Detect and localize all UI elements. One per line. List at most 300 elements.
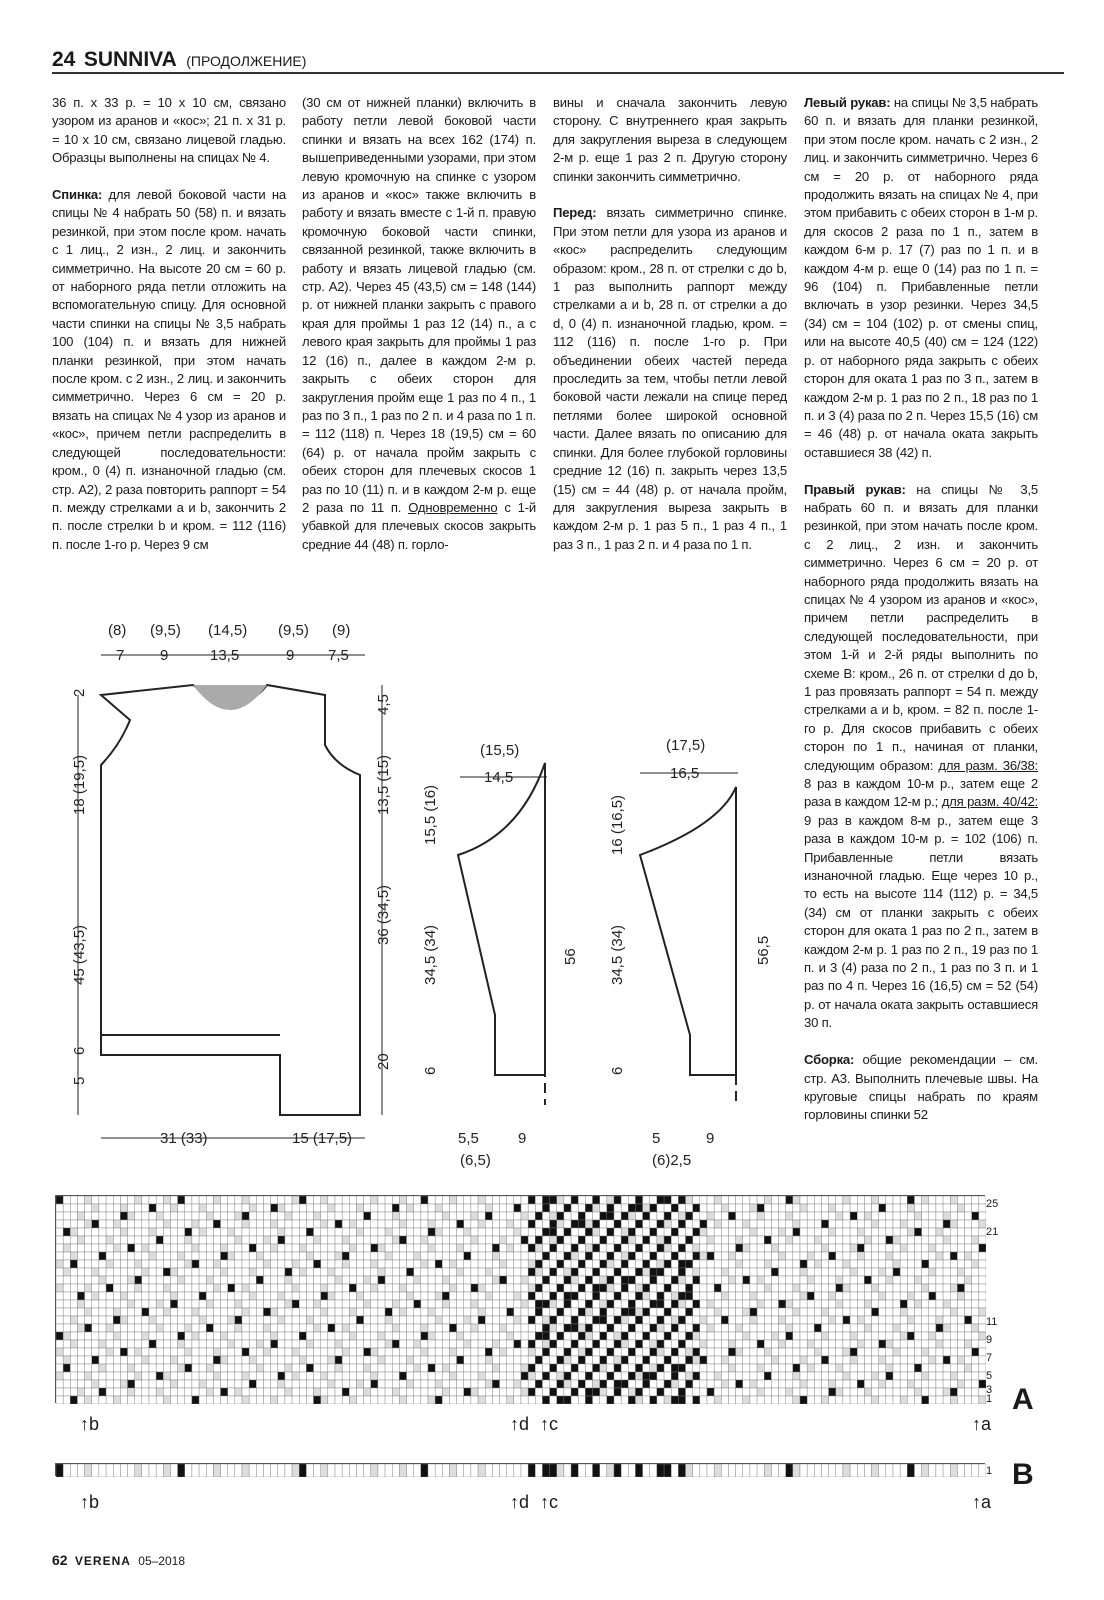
- chart-cell: [364, 1388, 371, 1396]
- chart-cell: [507, 1196, 514, 1204]
- chart-cell: [936, 1388, 943, 1396]
- chart-cell: [63, 1332, 70, 1340]
- chart-cell: [142, 1260, 149, 1268]
- chart-cell: [285, 1316, 292, 1324]
- chart-cell: [235, 1204, 242, 1212]
- chart-cell: [178, 1388, 185, 1396]
- chart-cell: [593, 1348, 600, 1356]
- chart-cell: [542, 1308, 549, 1316]
- chart-cell: [635, 1308, 642, 1316]
- chart-cell: [836, 1308, 843, 1316]
- chart-cell: [693, 1388, 700, 1396]
- chart-cell: [786, 1380, 793, 1388]
- chart-cell: [793, 1236, 800, 1244]
- chart-cell: [743, 1348, 750, 1356]
- chart-cell: [120, 1228, 127, 1236]
- chart-cell: [185, 1356, 192, 1364]
- chart-cell: [943, 1464, 950, 1477]
- chart-cell: [764, 1388, 771, 1396]
- chart-cell: [378, 1308, 385, 1316]
- chart-cell: [170, 1268, 177, 1276]
- chart-cell: [392, 1228, 399, 1236]
- chart-cell: [600, 1204, 607, 1212]
- chart-cell: [70, 1252, 77, 1260]
- chart-cell: [879, 1372, 886, 1380]
- chart-cell: [256, 1380, 263, 1388]
- chart-cell: [693, 1356, 700, 1364]
- chart-cell: [707, 1292, 714, 1300]
- chart-cell: [650, 1380, 657, 1388]
- chart-cell: [914, 1260, 921, 1268]
- chart-cell: [764, 1332, 771, 1340]
- chart-cell: [521, 1276, 528, 1284]
- chart-cell: [671, 1196, 678, 1204]
- chart-cell: [950, 1268, 957, 1276]
- chart-cell: [285, 1348, 292, 1356]
- chart-cell: [213, 1204, 220, 1212]
- chart-cell: [907, 1220, 914, 1228]
- chart-cell: [793, 1464, 800, 1477]
- chart-cell: [814, 1276, 821, 1284]
- chart-cell: [886, 1284, 893, 1292]
- chart-cell: [857, 1348, 864, 1356]
- chart-cell: [278, 1284, 285, 1292]
- chart-cell: [128, 1464, 135, 1477]
- chart-cell: [864, 1244, 871, 1252]
- chart-cell: [371, 1388, 378, 1396]
- chart-cell: [63, 1228, 70, 1236]
- chart-cell: [328, 1308, 335, 1316]
- chart-cell: [707, 1204, 714, 1212]
- chart-cell: [242, 1324, 249, 1332]
- chart-cell: [829, 1380, 836, 1388]
- chart-cell: [593, 1236, 600, 1244]
- chart-cell: [728, 1196, 735, 1204]
- chart-cell: [650, 1332, 657, 1340]
- chart-cell: [278, 1204, 285, 1212]
- chart-cell: [621, 1220, 628, 1228]
- chart-cell: [492, 1308, 499, 1316]
- chart-cell: [557, 1276, 564, 1284]
- chart-cell: [464, 1204, 471, 1212]
- chart-cell: [371, 1284, 378, 1292]
- chart-cell: [142, 1340, 149, 1348]
- chart-cell: [478, 1364, 485, 1372]
- chart-cell: [249, 1300, 256, 1308]
- chart-cell: [972, 1220, 979, 1228]
- chart-cell: [128, 1244, 135, 1252]
- chart-cell: [907, 1292, 914, 1300]
- chart-cell: [550, 1252, 557, 1260]
- chart-cell: [686, 1372, 693, 1380]
- chart-cell: [807, 1260, 814, 1268]
- chart-cell: [900, 1464, 907, 1477]
- chart-cell: [585, 1260, 592, 1268]
- chart-cell: [407, 1220, 414, 1228]
- chart-cell: [278, 1292, 285, 1300]
- chart-cell: [771, 1244, 778, 1252]
- chart-cell: [972, 1364, 979, 1372]
- chart-cell: [70, 1364, 77, 1372]
- chart-cell: [836, 1356, 843, 1364]
- chart-cell: [135, 1284, 142, 1292]
- chart-cell: [643, 1212, 650, 1220]
- chart-cell: [965, 1220, 972, 1228]
- chart-cell: [900, 1388, 907, 1396]
- chart-cell: [628, 1316, 635, 1324]
- chart-cell: [736, 1300, 743, 1308]
- chart-cell: [428, 1340, 435, 1348]
- chart-cell: [757, 1204, 764, 1212]
- chart-cell: [907, 1316, 914, 1324]
- chart-cell: [178, 1196, 185, 1204]
- chart-cell: [628, 1236, 635, 1244]
- chart-cell: [879, 1324, 886, 1332]
- chart-cell: [643, 1300, 650, 1308]
- chart-cell: [657, 1220, 664, 1228]
- chart-cell: [557, 1236, 564, 1244]
- chart-cell: [120, 1268, 127, 1276]
- chart-cell: [63, 1324, 70, 1332]
- chart-cell: [256, 1220, 263, 1228]
- chart-cell: [256, 1252, 263, 1260]
- chart-cell: [535, 1220, 542, 1228]
- chart-cell: [306, 1252, 313, 1260]
- chart-cell: [743, 1268, 750, 1276]
- chart-cell: [235, 1196, 242, 1204]
- chart-cell: [292, 1252, 299, 1260]
- chart-cell: [163, 1348, 170, 1356]
- chart-cell: [206, 1300, 213, 1308]
- chart-cell: [664, 1204, 671, 1212]
- chart-cell: [321, 1220, 328, 1228]
- chart-cell: [829, 1220, 836, 1228]
- chart-cell: [578, 1316, 585, 1324]
- chart-cell: [256, 1212, 263, 1220]
- chart-cell: [800, 1228, 807, 1236]
- chart-cell: [63, 1268, 70, 1276]
- chart-cell: [578, 1356, 585, 1364]
- chart-cell: [886, 1196, 893, 1204]
- chart-cell: [907, 1396, 914, 1404]
- chart-cell: [707, 1324, 714, 1332]
- chart-cell: [521, 1388, 528, 1396]
- chart-cell: [228, 1220, 235, 1228]
- chart-cell: [643, 1284, 650, 1292]
- chart-cell: [128, 1252, 135, 1260]
- chart-cell: [550, 1236, 557, 1244]
- chart-cell: [385, 1356, 392, 1364]
- chart-cell: [385, 1308, 392, 1316]
- chart-cell: [607, 1348, 614, 1356]
- chart-cell: [85, 1252, 92, 1260]
- chart-cell: [721, 1332, 728, 1340]
- chart-cell: [228, 1464, 235, 1477]
- chart-cell: [771, 1204, 778, 1212]
- chart-cell: [793, 1196, 800, 1204]
- chart-cell: [621, 1332, 628, 1340]
- chart-cell: [550, 1348, 557, 1356]
- chart-cell: [70, 1372, 77, 1380]
- chart-cell: [392, 1356, 399, 1364]
- chart-cell: [457, 1276, 464, 1284]
- chart-cell: [714, 1204, 721, 1212]
- magazine-name: VERENA: [74, 1554, 131, 1568]
- chart-cell: [306, 1308, 313, 1316]
- chart-cell: [764, 1340, 771, 1348]
- chart-cell: [407, 1196, 414, 1204]
- chart-cell: [829, 1228, 836, 1236]
- chart-cell: [750, 1324, 757, 1332]
- chart-cell: [392, 1220, 399, 1228]
- chart-cell: [92, 1324, 99, 1332]
- chart-cell: [135, 1220, 142, 1228]
- chart-cell: [864, 1332, 871, 1340]
- chart-cell: [557, 1396, 564, 1404]
- chart-cell: [829, 1268, 836, 1276]
- chart-cell: [128, 1340, 135, 1348]
- chart-cell: [965, 1332, 972, 1340]
- chart-cell: [163, 1372, 170, 1380]
- chart-cell: [314, 1316, 321, 1324]
- chart-cell: [435, 1236, 442, 1244]
- chart-cell: [485, 1268, 492, 1276]
- chart-cell: [492, 1204, 499, 1212]
- chart-cell: [485, 1276, 492, 1284]
- chart-cell: [92, 1364, 99, 1372]
- chart-cell: [378, 1268, 385, 1276]
- chart-cell: [914, 1340, 921, 1348]
- chart-cell: [428, 1212, 435, 1220]
- chart-cell: [485, 1356, 492, 1364]
- chart-cell: [850, 1340, 857, 1348]
- chart-cell: [972, 1388, 979, 1396]
- chart-cell: [163, 1276, 170, 1284]
- chart-cell: [113, 1388, 120, 1396]
- chart-cell: [206, 1268, 213, 1276]
- chart-cell: [800, 1212, 807, 1220]
- chart-cell: [99, 1372, 106, 1380]
- chart-cell: [542, 1464, 549, 1477]
- chart-cell: [957, 1388, 964, 1396]
- chart-cell: [471, 1212, 478, 1220]
- chart-cell: [728, 1300, 735, 1308]
- chart-cell: [135, 1212, 142, 1220]
- chart-cell: [850, 1276, 857, 1284]
- chart-cell: [879, 1308, 886, 1316]
- chart-cell: [56, 1268, 63, 1276]
- chart-cell: [128, 1332, 135, 1340]
- chart-cell: [621, 1252, 628, 1260]
- chart-cell: [407, 1308, 414, 1316]
- chart-a-grid: [55, 1195, 985, 1403]
- chart-cell: [965, 1464, 972, 1477]
- chart-cell: [514, 1236, 521, 1244]
- chart-cell: [965, 1356, 972, 1364]
- chart-cell: [750, 1348, 757, 1356]
- chart-cell: [392, 1372, 399, 1380]
- chart-cell: [442, 1356, 449, 1364]
- chart-cell: [814, 1388, 821, 1396]
- chart-cell: [950, 1204, 957, 1212]
- chart-cell: [128, 1324, 135, 1332]
- chart-cell: [650, 1292, 657, 1300]
- chart-cell: [578, 1332, 585, 1340]
- chart-cell: [535, 1196, 542, 1204]
- chart-cell: [757, 1244, 764, 1252]
- chart-cell: [464, 1324, 471, 1332]
- chart-cell: [149, 1284, 156, 1292]
- chart-cell: [321, 1252, 328, 1260]
- chart-cell: [965, 1324, 972, 1332]
- chart-cell: [135, 1292, 142, 1300]
- chart-cell: [879, 1212, 886, 1220]
- chart-cell: [299, 1308, 306, 1316]
- chart-cell: [392, 1284, 399, 1292]
- chart-cell: [800, 1316, 807, 1324]
- chart-cell: [743, 1464, 750, 1477]
- chart-cell: [457, 1308, 464, 1316]
- chart-cell: [907, 1196, 914, 1204]
- chart-cell: [371, 1228, 378, 1236]
- chart-cell: [213, 1300, 220, 1308]
- chart-cell: [63, 1204, 70, 1212]
- chart-cell: [321, 1340, 328, 1348]
- chart-cell: [321, 1324, 328, 1332]
- chart-cell: [285, 1324, 292, 1332]
- chart-cell: [392, 1276, 399, 1284]
- chart-cell: [163, 1284, 170, 1292]
- chart-cell: [728, 1356, 735, 1364]
- chart-cell: [507, 1204, 514, 1212]
- chart-cell: [235, 1396, 242, 1404]
- chart-cell: [736, 1292, 743, 1300]
- chart-cell: [671, 1260, 678, 1268]
- chart-cell: [500, 1204, 507, 1212]
- chart-cell: [77, 1396, 84, 1404]
- chart-cell: [936, 1300, 943, 1308]
- chart-cell: [235, 1348, 242, 1356]
- chart-cell: [771, 1276, 778, 1284]
- chart-cell: [578, 1196, 585, 1204]
- chart-cell: [378, 1316, 385, 1324]
- chart-cell: [550, 1284, 557, 1292]
- chart-cell: [736, 1204, 743, 1212]
- chart-cell: [492, 1292, 499, 1300]
- chart-cell: [893, 1220, 900, 1228]
- chart-cell: [77, 1268, 84, 1276]
- chart-cell: [900, 1268, 907, 1276]
- chart-cell: [700, 1380, 707, 1388]
- chart-cell: [128, 1292, 135, 1300]
- chart-cell: [929, 1196, 936, 1204]
- chart-cell: [664, 1308, 671, 1316]
- chart-cell: [714, 1340, 721, 1348]
- chart-cell: [907, 1324, 914, 1332]
- chart-cell: [829, 1324, 836, 1332]
- chart-cell: [435, 1212, 442, 1220]
- chart-cell: [771, 1292, 778, 1300]
- chart-cell: [492, 1284, 499, 1292]
- chart-cell: [385, 1316, 392, 1324]
- chart-cell: [213, 1380, 220, 1388]
- chart-cell: [371, 1292, 378, 1300]
- chart-cell: [206, 1228, 213, 1236]
- chart-cell: [914, 1212, 921, 1220]
- chart-cell: [392, 1196, 399, 1204]
- chart-cell: [335, 1364, 342, 1372]
- chart-cell: [728, 1252, 735, 1260]
- chart-cell: [914, 1364, 921, 1372]
- chart-cell: [106, 1204, 113, 1212]
- chart-cell: [449, 1300, 456, 1308]
- chart-cell: [521, 1204, 528, 1212]
- chart-cell: [242, 1236, 249, 1244]
- chart-cell: [757, 1308, 764, 1316]
- chart-cell: [328, 1268, 335, 1276]
- chart-cell: [185, 1316, 192, 1324]
- chart-cell: [850, 1372, 857, 1380]
- chart-cell: [113, 1396, 120, 1404]
- chart-cell: [957, 1356, 964, 1364]
- chart-cell: [63, 1252, 70, 1260]
- chart-cell: [442, 1220, 449, 1228]
- chart-cell: [378, 1276, 385, 1284]
- chart-cell: [399, 1276, 406, 1284]
- chart-cell: [235, 1284, 242, 1292]
- right-sleeve-paragraph: [804, 481, 1038, 1033]
- chart-cell: [378, 1196, 385, 1204]
- chart-cell: [857, 1204, 864, 1212]
- chart-cell: [693, 1332, 700, 1340]
- chart-cell: [900, 1228, 907, 1236]
- chart-cell: [342, 1340, 349, 1348]
- chart-cell: [872, 1380, 879, 1388]
- chart-cell: [421, 1276, 428, 1284]
- chart-cell: [356, 1260, 363, 1268]
- chart-cell: [471, 1300, 478, 1308]
- chart-cell: [163, 1252, 170, 1260]
- chart-cell: [364, 1228, 371, 1236]
- chart-cell: [786, 1348, 793, 1356]
- chart-cell: [836, 1252, 843, 1260]
- chart-cell: [843, 1300, 850, 1308]
- chart-cell: [99, 1396, 106, 1404]
- chart-cell: [407, 1316, 414, 1324]
- chart-cell: [478, 1292, 485, 1300]
- chart-cell: [757, 1260, 764, 1268]
- chart-cell: [385, 1300, 392, 1308]
- dim-label: 15 (17,5): [292, 1130, 353, 1147]
- chart-cell: [600, 1300, 607, 1308]
- chart-cell: [271, 1300, 278, 1308]
- chart-cell: [471, 1196, 478, 1204]
- arrow-d: ↑d: [510, 1492, 530, 1512]
- chart-cell: [77, 1284, 84, 1292]
- chart-cell: [957, 1212, 964, 1220]
- chart-cell: [92, 1380, 99, 1388]
- chart-cell: [85, 1364, 92, 1372]
- chart-cell: [228, 1268, 235, 1276]
- chart-cell: [535, 1308, 542, 1316]
- chart-cell: [779, 1220, 786, 1228]
- chart-cell: [521, 1308, 528, 1316]
- chart-cell: [814, 1364, 821, 1372]
- chart-cell: [385, 1340, 392, 1348]
- chart-cell: [550, 1308, 557, 1316]
- chart-cell: [671, 1348, 678, 1356]
- chart-cell: [500, 1252, 507, 1260]
